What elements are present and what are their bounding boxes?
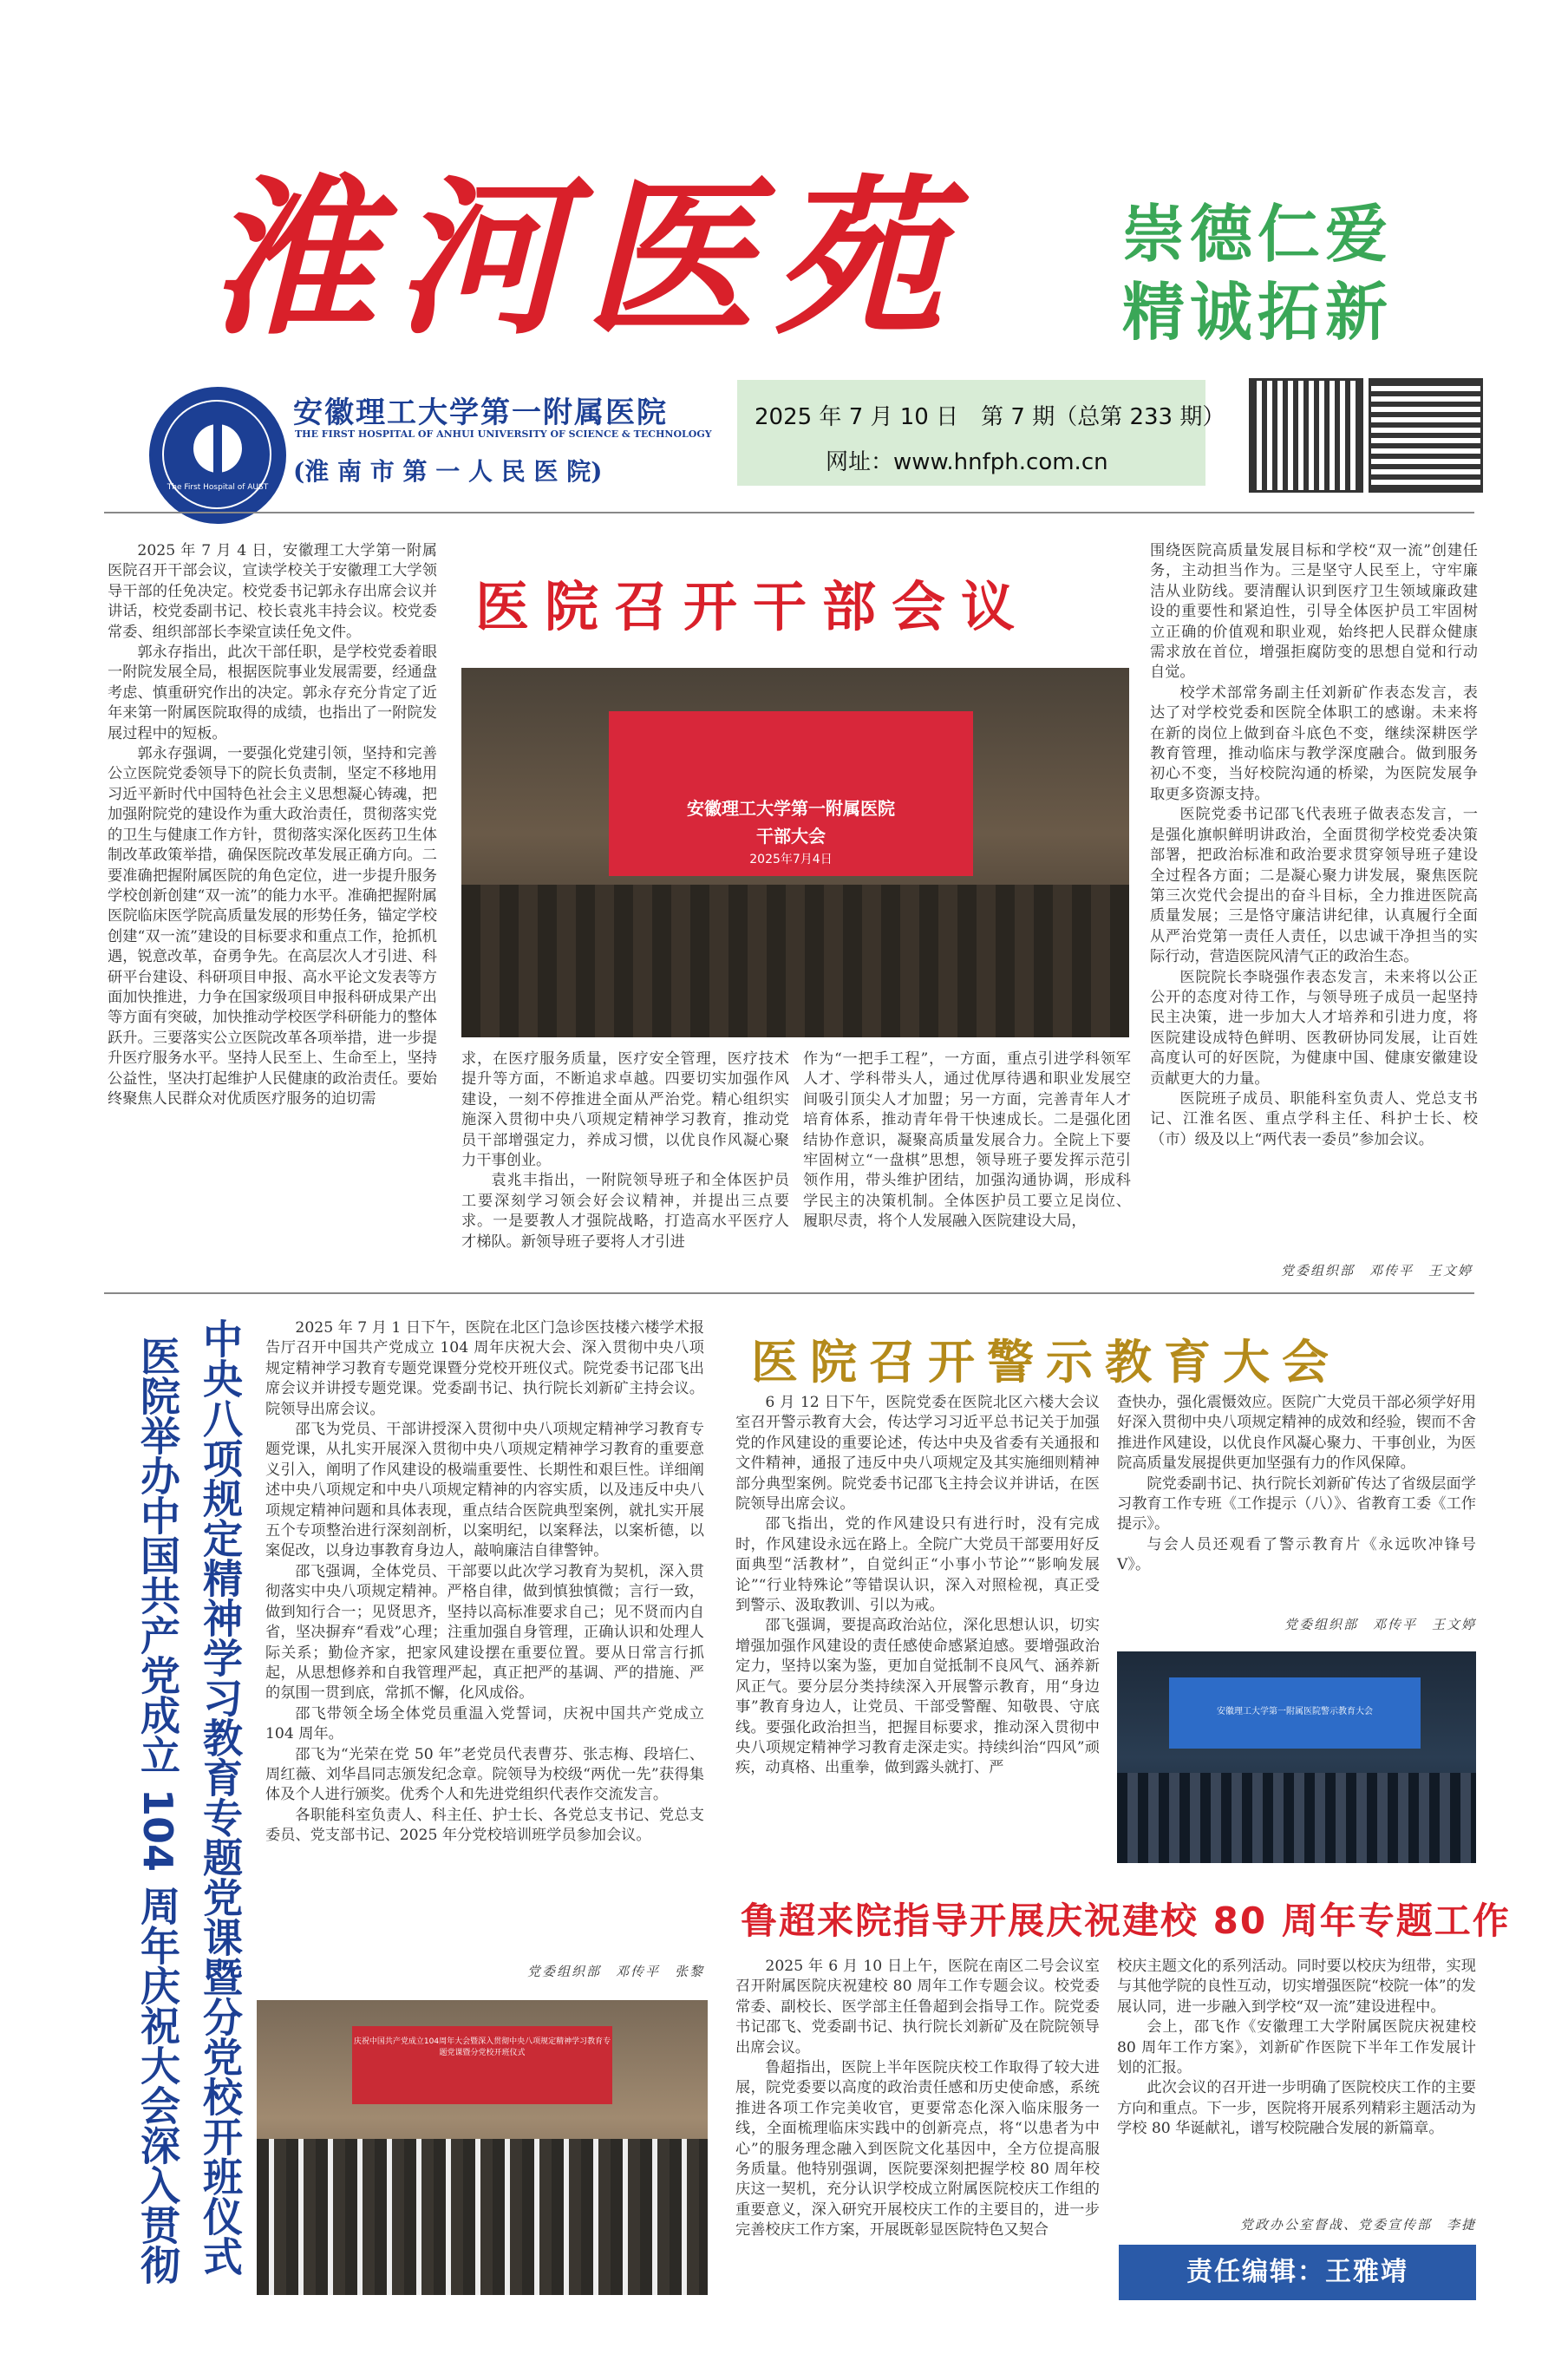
article3-photo <box>1117 1651 1476 1863</box>
paragraph: 邵飞带领全场全体党员重温入党誓词，庆祝中国共产党成立 104 周年。 <box>265 1704 704 1743</box>
issue-info: 2025 年 7 月 10 日 第 7 期（总第 233 期） <box>755 404 1225 430</box>
article3-headline: 医院召开警示教育大会 <box>751 1334 1341 1389</box>
website: 网址：www.hnfph.com.cn <box>826 449 1108 475</box>
photo-banner: 庆祝中国共产党成立104周年大会暨深入贯彻中央八项规定精神学习教育专题党课暨分党校开班仪式 <box>353 2037 611 2057</box>
paragraph: 鲁超指出，医院上半年医院庆校工作取得了较大进展，院党委要以高度的政治责任感和历史使命感，系统推进各项工作完美收官，更要常态化深入临床服务一线，全面梳理临床实践中的创新亮点，将“以患者为中心”的服务理念融入到医院文化基因中，全方位提高服务质量。他特别强调，医院要深刻把握学校 80 周年校庆这一契机，充分认识学校成立附属医院校庆工作组的重要意义，深入研究开展校庆工作的主要目的，进一步完善校庆工作方案，开展既彰显医院特色又契合 <box>735 2059 1100 2239</box>
article2-body <box>265 1318 704 1847</box>
article4-headline: 鲁超来院指导开展庆祝建校 80 周年专题工作 <box>741 1899 1511 1942</box>
caduceus-icon <box>213 419 222 480</box>
masthead-motto-1: 崇德仁爱 <box>1122 198 1394 271</box>
article3-col2 <box>1117 1393 1476 1576</box>
paragraph: 院党委副书记、执行院长刘新矿传达了省级层面学习教育工作专班《工作提示（八）》、省教育工委《工作提示》。 <box>1117 1474 1476 1533</box>
masthead-title: 淮河医苑 <box>206 159 964 358</box>
qr-code-1 <box>1249 378 1363 493</box>
article3-signature: 党委组织部 邓传平 王文婷 <box>1284 1617 1476 1632</box>
paragraph: 2025 年 7 月 1 日下午，医院在北区门急诊医技楼六楼学术报告厅召开中国共产党成立 104 周年庆祝大会、深入贯彻中央八项规定精神学习教育专题党课暨分党校开班仪式。院党委书记邵飞出席会议并讲授专题党课。党委副书记、执行院长刘新矿主持会议。院领导出席会议。 <box>265 1319 704 1418</box>
paragraph: 邵飞为“光荣在党 50 年”老党员代表曹芬、张志梅、段培仁、周红薇、刘华昌同志颁发纪念章。院领导为校级“两优一先”获得集体及个人进行颁奖。优秀个人和先进党组织代表作交流发言。 <box>265 1745 704 1804</box>
paragraph: 作为“一把手工程”，一方面，重点引进学科领军人才、学科带头人，通过优厚待遇和职业发展空间吸引顶尖人才加盟；另一方面，完善青年人才培育体系，推动青年骨干快速成长。二是强化团结协作意识，凝聚高质量发展合力。全院上下要牢固树立“一盘棋”思想，领导班子要发挥示范引领作用，带头维护团结，加强沟通协调，形成科学民主的决策机制。全体医护员工要立足岗位、履职尽责，将个人发展融入医院建设大局， <box>803 1050 1131 1231</box>
paragraph: 邵飞强调，要提高政治站位，深化思想认识，切实增强加强作风建设的责任感使命感紧迫感。要增强政治定力，坚持以案为鉴，更加自觉抵制不良风气、涵养新风正气。要分层分类持续深入开展警示教育，用“身边事”教育身边人，让党员、干部受警醒、知敬畏、守底线。要强化政治担当，把握目标要求，推动深入贯彻中央八项规定精神学习教育走深走实。持续纠治“四风”顽疾，动真格、出重拳，做到露头就打、严 <box>735 1617 1100 1777</box>
paragraph: 此次会议的召开进一步明确了医院校庆工作的主要方向和重点。下一步，医院将开展系列精彩主题活动为学校 80 华诞献礼，谱写校院融合发展的新篇章。 <box>1117 2079 1476 2138</box>
paragraph: 校学术部常务副主任刘新矿作表态发言，表达了对学校党委和医院全体职工的感谢。未来将在新的岗位上做到奋斗底色不变，继续深耕医学教育管理，推动临床与教学深度融合。做到服务初心不变，当好校院沟通的桥梁，为医院发展争取更多资源支持。 <box>1150 683 1478 803</box>
paragraph: 邵飞指出，党的作风建设只有进行时，没有完成时，作风建设永远在路上。全院广大党员干部要用好反面典型“活教材”，自觉纠正“小事小节论”“影响发展论”“行业特殊论”等错误认识，深入对照检视，真正受到警示、汲取教训、引以为戒。 <box>735 1515 1100 1615</box>
paragraph: 校庆主题文化的系列活动。同时要以校庆为纽带，实现与其他学院的良性互动，切实增强医院“校院一体”的发展认同，进一步融入到学校“双一流”建设进程中。 <box>1117 1958 1476 2016</box>
article1-col3 <box>803 1049 1131 1232</box>
article4-signature: 党政办公室督战、党委宣传部 李捷 <box>1239 2217 1476 2233</box>
paragraph: 医院院长李晓强作表态发言，未来将以公正公开的态度对待工作，与领导班子成员一起坚持民主决策，进一步加大人才培养和引进力度，将医院建设成特色鲜明、医教研协同发展，让百姓高度认可的好医院，为健康中国、健康安徽建设贡献更大的力量。 <box>1150 968 1478 1088</box>
article1-col2 <box>461 1049 789 1252</box>
paragraph: 查快办，强化震慑效应。医院广大党员干部必须学好用好深入贯彻中央八项规定精神的成效和经验，锲而不舍推进作风建设，以优良作风凝心聚力、干事创业，为医院高质量发展提供更加坚强有力的作风保障。 <box>1117 1394 1476 1473</box>
paragraph: 邵飞强调，全体党员、干部要以此次学习教育为契机，深入贯彻落实中央八项规定精神。严格自律，做到慎独慎微；言行一致，做到知行合一；见贤思齐，坚持以高标准要求自己；见不贤而内自省，坚决摒弃“看戏”心理；注重加强自身管理，正确认识和处理人际关系；勤俭齐家，把家风建设摆在重要位置。要从日常言行抓起，从思想修养和自我管理严起，真正把严的基调、严的措施、严的氛围一贯到底，常抓不懈，化风成俗。 <box>265 1562 704 1703</box>
paragraph: 与会人员还观看了警示教育片《永远吹冲锋号 V》。 <box>1117 1535 1476 1574</box>
photo-banner: 安徽理工大学第一附属医院 <box>687 798 895 819</box>
paragraph: 医院党委书记邵飞代表班子做表态发言，一是强化旗帜鲜明讲政治，全面贯彻学校党委决策部署，把政治标准和政治要求贯穿领导班子建设全过程各方面；二是凝心聚力讲发展，聚焦医院第三次党代会提出的奋斗目标，全力推进医院高质量发展；三是恪守廉洁讲纪律，认真履行全面从严治党第一责任人责任，以忠诚干净担当的实际行动，营造医院风清气正的政治生态。 <box>1150 806 1478 966</box>
paragraph: 2025 年 7 月 4 日，安徽理工大学第一附属医院召开干部会议，宣读学校关于安徽理工大学领导干部的任免决定。校党委书记郭永存出席会议并讲话，校党委副书记、校长袁兆丰持会议。校党委常委、组织部部长李梁宣读任免文件。 <box>108 542 437 641</box>
hospital-name-cn: 安徽理工大学第一附属医院 <box>293 396 668 430</box>
paragraph: 邵飞为党员、干部讲授深入贯彻中央八项规定精神学习教育专题党课，从扎实开展深入贯彻中央八项规定精神学习教育的重要意义引入，阐明了作风建设的极端重要性、长期性和艰巨性。详细阐述中央八项规定和中央八项规定精神的内容实质，以及违反中央八项规定精神问题和具体表现，重点结合医院典型案例，就扎实开展五个专项整治进行深刻剖析，以案明纪，以案释法，以案析德，以案促改，以身边事教育身边人，敲响廉洁自律警钟。 <box>265 1421 704 1560</box>
paragraph: 袁兆丰指出，一附院领导班子和全体医护员工要深刻学习领会好会议精神，并提出三点要求。一是要教人才强院战略，打造高水平医疗人才梯队。新领导班子要将人才引进 <box>461 1172 789 1251</box>
paragraph: 各职能科室负责人、科主任、护士长、各党总支书记、党总支委员、党支部书记、2025 年分党校培训班学员参加会议。 <box>265 1806 704 1845</box>
photo-banner: 安徽理工大学第一附属医院警示教育大会 <box>1217 1707 1373 1716</box>
article2-vertical-headline-1: 中央八项规定精神学习教育专题党课暨分党校开班仪式 <box>197 1318 244 2276</box>
paragraph: 6 月 12 日下午，医院党委在医院北区六楼大会议室召开警示教育大会，传达学习习近平总书记关于加强党的作风建设的重要论述，传达中央及省委有关通报和文件精神，通报了违反中央八项规定及其实施细则精神部分典型案例。院党委书记邵飞主持会议并讲话，在医院领导出席会议。 <box>735 1394 1100 1514</box>
article1-headline: 医院召开干部会议 <box>475 575 1031 638</box>
masthead-divider <box>104 512 1474 513</box>
article1-signature: 党委组织部 邓传平 王文婷 <box>1280 1263 1473 1278</box>
article1-col4 <box>1150 541 1478 1150</box>
paragraph: 2025 年 6 月 10 日上午，医院在南区二号会议室召开附属医院庆祝建校 80 周年工作专题会议。校党委常委、副校长、医学部主任鲁超到会指导工作。院党委书记邵飞、党委副书记、执行院长刘新矿及在院院领导出席会议。 <box>735 1958 1100 2056</box>
hospital-logo <box>149 387 286 524</box>
article2-vertical-headline-2: 医院举办中国共产党成立 104 周年庆祝大会深入贯彻 <box>134 1336 181 2285</box>
article3-col1 <box>735 1393 1100 1779</box>
paragraph: 医院班子成员、职能科室负责人、党总支书记、江淮名医、重点学科主任、科护士长、校（市）级及以上“两代表一委员”参加会议。 <box>1150 1089 1478 1148</box>
responsible-editor: 责任编辑：王雅靖 <box>1119 2245 1476 2300</box>
photo-banner-2: 干部大会 <box>756 826 826 847</box>
section-divider <box>104 1292 1474 1294</box>
paragraph: 郭永存指出，此次干部任职，是学校党委着眼一附院发展全局，根据医院事业发展需要，经通盘考虑、慎重研究作出的决定。郭永存充分肯定了近年来第一附属医院取得的成绩，也指出了一附院发展过程中的短板。 <box>108 644 437 742</box>
article1-col1 <box>108 541 437 1109</box>
qr-code-2 <box>1369 378 1483 493</box>
article4-col1 <box>735 1957 1100 2241</box>
article2-photo <box>257 2000 708 2295</box>
masthead-motto-2: 精诚拓新 <box>1122 276 1394 349</box>
article2-signature: 党委组织部 邓传平 张黎 <box>526 1964 704 1979</box>
paragraph: 围绕医院高质量发展目标和学校“双一流”创建任务，主动担当作为。三是坚守人民至上，守牢廉洁从业防线。要清醒认识到医疗卫生领域廉政建设的重要性和紧迫性，引导全体医护员工牢固树立正确的价值观和职业观，始终把人民群众健康需求放在首位，增强拒腐防变的思想自觉和行动自觉。 <box>1150 542 1478 682</box>
photo-banner-3: 2025年7月4日 <box>749 853 833 866</box>
paragraph: 会上，邵飞作《安徽理工大学附属医院庆祝建校 80 周年工作方案》，刘新矿作医院下半年工作发展计划的汇报。 <box>1117 2018 1476 2077</box>
article4-col2 <box>1117 1957 1476 2140</box>
paragraph: 郭永存强调，一要强化党建引领，坚持和完善公立医院党委领导下的院长负责制，坚定不移地用习近平新时代中国特色社会主义思想凝心铸魂，把加强附院党的建设作为重大政治责任，贯彻落实党的卫生与健康工作方针，贯彻落实深化医药卫生体制改革政策举措，确保医院改革发展正确方向。二要准确把握附属医院的角色定位，进一步提升服务学校创新创建“双一流”的能力水平。准确把握附属医院临床医学院高质量发展的形势任务，锚定学校创建“双一流”建设的目标要求和重点工作，抢抓机遇，锐意改革，奋勇争先。在高层次人才引进、科研平台建设、科研项目申报、高水平论文发表等方面加快推进，力争在国家级项目申报科研成果产出等方面有突破，加快推动学校医学科研能力的整体跃升。三要落实公立医院改革各项举措，进一步提升医疗服务水平。坚持人民至上、生命至上，坚持公益性，坚决打起维护人民健康的政治责任。要始终聚焦人民群众对优质医疗服务的迫切需 <box>108 745 437 1108</box>
logo-text: The First Hospital of AUST <box>167 483 269 492</box>
article1-photo <box>461 668 1129 1037</box>
paragraph: 求，在医疗服务质量，医疗安全管理，医疗技术提升等方面，不断追求卓越。四要切实加强作风建设，一刻不停推进全面从严治党。精心组织实施深入贯彻中央八项规定精神学习教育，推动党员干部增强定力，养成习惯，以优良作风凝心聚力干事创业。 <box>461 1050 789 1170</box>
hospital-name-en: THE FIRST HOSPITAL OF ANHUI UNIVERSITY OF SCIENCE & TECHNOLOGY <box>295 428 712 440</box>
hospital-name-alt: (淮 南 市 第 一 人 民 医 院) <box>293 457 603 486</box>
